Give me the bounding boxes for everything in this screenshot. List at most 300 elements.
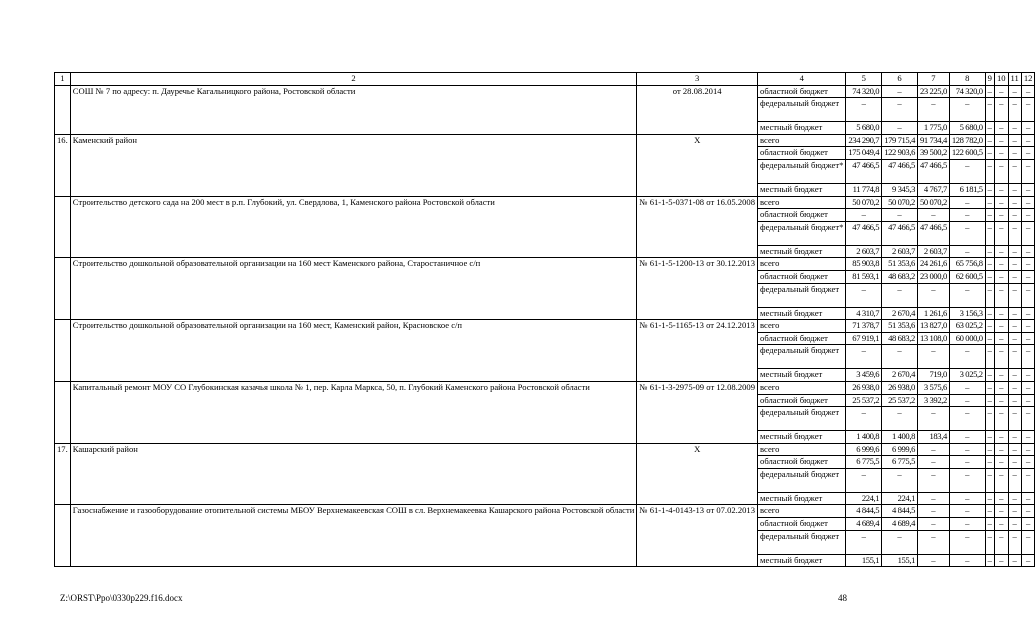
document-number-cell: Х — [637, 134, 758, 196]
amount-cell: 1 400,8 — [846, 431, 882, 444]
amount-cell: – — [994, 85, 1008, 98]
amount-cell: 719,0 — [917, 369, 949, 382]
amount-cell: – — [949, 159, 985, 183]
amount-cell: 122 903,6 — [882, 147, 918, 160]
amount-cell: – — [1021, 122, 1035, 135]
amount-cell: – — [882, 209, 918, 222]
row-number-cell — [55, 505, 71, 567]
amount-cell: – — [994, 468, 1008, 492]
object-name-cell: Строительство детского сада на 200 мест в р.п. Глубокий, ул. Свердлова, 1, Каменского района Ростовской области — [70, 196, 637, 258]
amount-cell: 2 603,7 — [882, 245, 918, 258]
amount-cell: – — [994, 554, 1008, 567]
amount-cell: – — [949, 407, 985, 431]
amount-cell: – — [994, 209, 1008, 222]
object-name-cell: Капитальный ремонт МОУ СО Глубокинская казачья школа № 1, пер. Карла Маркса, 50, п. Глубокий Каменского района Ростовской области — [70, 381, 637, 443]
amount-cell: – — [1008, 530, 1021, 554]
amount-cell: 65 756,8 — [949, 258, 985, 271]
funding-source-cell: местный бюджет — [758, 431, 846, 444]
amount-cell: 60 000,0 — [949, 332, 985, 345]
amount-cell: 11 774,8 — [846, 183, 882, 196]
amount-cell: – — [1008, 258, 1021, 271]
amount-cell: – — [1021, 554, 1035, 567]
amount-cell: – — [917, 283, 949, 307]
amount-cell: 50 070,2 — [917, 196, 949, 209]
document-number-cell: от 28.08.2014 — [637, 85, 758, 134]
amount-cell: 23 225,0 — [917, 85, 949, 98]
amount-cell: – — [985, 443, 994, 456]
document-number-cell: № 61-1-3-2975-09 от 12.08.2009 — [637, 381, 758, 443]
amount-cell: – — [1021, 394, 1035, 407]
column-number-cell: 11 — [1008, 73, 1021, 86]
funding-source-cell: областной бюджет — [758, 456, 846, 469]
amount-cell: – — [985, 554, 994, 567]
funding-source-cell: местный бюджет — [758, 492, 846, 505]
amount-cell: – — [994, 258, 1008, 271]
amount-cell: – — [1008, 518, 1021, 531]
amount-cell: – — [846, 407, 882, 431]
amount-cell: – — [994, 134, 1008, 147]
amount-cell: 47 466,5 — [846, 221, 882, 245]
amount-cell: – — [985, 505, 994, 518]
amount-cell: – — [1021, 407, 1035, 431]
column-number-cell: 1 — [55, 73, 71, 86]
amount-cell: – — [994, 443, 1008, 456]
amount-cell: 155,1 — [882, 554, 918, 567]
budget-table — [54, 72, 1035, 567]
amount-cell: – — [1008, 159, 1021, 183]
amount-cell: – — [985, 431, 994, 444]
document-number-cell: № 61-1-4-0143-13 от 07.02.2013 — [637, 505, 758, 567]
amount-cell: – — [1021, 159, 1035, 183]
amount-cell: – — [1008, 270, 1021, 283]
amount-cell: – — [949, 221, 985, 245]
amount-cell: 71 378,7 — [846, 320, 882, 333]
amount-cell: 13 108,0 — [917, 332, 949, 345]
row-number-cell — [55, 381, 71, 443]
object-name-cell: СОШ № 7 по адресу: п. Дауречье Кагальницкого района, Ростовской области — [70, 85, 637, 134]
amount-cell: – — [949, 492, 985, 505]
amount-cell: 81 593,1 — [846, 270, 882, 283]
amount-cell: – — [985, 381, 994, 394]
column-number-cell: 6 — [882, 73, 918, 86]
amount-cell: – — [1021, 270, 1035, 283]
funding-source-cell: федеральный бюджет — [758, 530, 846, 554]
amount-cell: – — [985, 134, 994, 147]
amount-cell: – — [846, 98, 882, 122]
amount-cell: – — [985, 221, 994, 245]
amount-cell: 62 600,5 — [949, 270, 985, 283]
amount-cell: 51 353,6 — [882, 320, 918, 333]
amount-cell: 5 680,0 — [949, 122, 985, 135]
amount-cell: – — [994, 369, 1008, 382]
amount-cell: – — [1021, 258, 1035, 271]
amount-cell: – — [846, 209, 882, 222]
amount-cell: – — [994, 505, 1008, 518]
amount-cell: – — [1008, 98, 1021, 122]
amount-cell: – — [985, 122, 994, 135]
amount-cell: 48 683,2 — [882, 270, 918, 283]
amount-cell: – — [1008, 554, 1021, 567]
amount-cell: – — [994, 196, 1008, 209]
amount-cell: – — [917, 530, 949, 554]
amount-cell: – — [1008, 221, 1021, 245]
amount-cell: 4 844,5 — [882, 505, 918, 518]
funding-source-cell: федеральный бюджет — [758, 283, 846, 307]
amount-cell: – — [1021, 283, 1035, 307]
amount-cell: – — [1008, 134, 1021, 147]
row-number-cell — [55, 85, 71, 134]
amount-cell: – — [917, 456, 949, 469]
amount-cell: – — [1008, 407, 1021, 431]
amount-cell: – — [994, 518, 1008, 531]
amount-cell: – — [985, 283, 994, 307]
amount-cell: – — [949, 431, 985, 444]
amount-cell: 155,1 — [846, 554, 882, 567]
table-row — [55, 381, 1035, 394]
amount-cell: – — [1021, 369, 1035, 382]
amount-cell: – — [917, 98, 949, 122]
column-number-cell: 2 — [70, 73, 637, 86]
amount-cell: – — [994, 332, 1008, 345]
amount-cell: – — [917, 492, 949, 505]
amount-cell: 3 459,6 — [846, 369, 882, 382]
column-number-cell: 7 — [917, 73, 949, 86]
object-name-cell: Газоснабжение и газооборудование отопительной системы МБОУ Верхнемакеевская СОШ в сл. Верхнемакеевка Кашарского района Ростовской области — [70, 505, 637, 567]
amount-cell: – — [949, 98, 985, 122]
funding-source-cell: всего — [758, 320, 846, 333]
amount-cell: – — [1021, 183, 1035, 196]
funding-source-cell: всего — [758, 196, 846, 209]
object-name-cell: Строительство дошкольной образовательной организации на 160 мест Каменского района, Старостаничное с/п — [70, 258, 637, 320]
amount-cell: – — [1021, 518, 1035, 531]
column-number-cell: 8 — [949, 73, 985, 86]
amount-cell: – — [917, 443, 949, 456]
amount-cell: 1 775,0 — [917, 122, 949, 135]
amount-cell: – — [882, 98, 918, 122]
funding-source-cell: местный бюджет — [758, 183, 846, 196]
amount-cell: – — [985, 468, 994, 492]
amount-cell: – — [1008, 307, 1021, 320]
amount-cell: – — [917, 407, 949, 431]
amount-cell: 4 310,7 — [846, 307, 882, 320]
amount-cell: 67 919,1 — [846, 332, 882, 345]
amount-cell: 4 689,4 — [882, 518, 918, 531]
row-number-cell: 17. — [55, 443, 71, 505]
amount-cell: – — [1008, 505, 1021, 518]
amount-cell: 224,1 — [882, 492, 918, 505]
column-number-cell: 9 — [985, 73, 994, 86]
amount-cell: 4 844,5 — [846, 505, 882, 518]
amount-cell: 3 025,2 — [949, 369, 985, 382]
document-number-cell: № 61-1-5-1200-13 от 30.12.2013 — [637, 258, 758, 320]
footer-page-number: 48 — [838, 593, 847, 603]
column-number-cell: 12 — [1021, 73, 1035, 86]
amount-cell: – — [1021, 85, 1035, 98]
row-number-cell — [55, 196, 71, 258]
amount-cell: – — [949, 394, 985, 407]
funding-source-cell: местный бюджет — [758, 307, 846, 320]
amount-cell: – — [1021, 147, 1035, 160]
amount-cell: – — [1008, 320, 1021, 333]
funding-source-cell: областной бюджет — [758, 147, 846, 160]
amount-cell: – — [846, 468, 882, 492]
amount-cell: – — [1008, 381, 1021, 394]
amount-cell: – — [949, 518, 985, 531]
row-number-cell — [55, 258, 71, 320]
amount-cell: – — [1021, 381, 1035, 394]
amount-cell: 47 466,5 — [917, 221, 949, 245]
amount-cell: 9 345,3 — [882, 183, 918, 196]
funding-source-cell: областной бюджет — [758, 332, 846, 345]
amount-cell: – — [994, 159, 1008, 183]
amount-cell: – — [917, 505, 949, 518]
funding-source-cell: областной бюджет — [758, 394, 846, 407]
amount-cell: – — [994, 456, 1008, 469]
amount-cell: – — [994, 270, 1008, 283]
funding-source-cell: федеральный бюджет* — [758, 159, 846, 183]
amount-cell: – — [882, 407, 918, 431]
amount-cell: – — [917, 518, 949, 531]
amount-cell: – — [1021, 98, 1035, 122]
amount-cell: – — [994, 345, 1008, 369]
amount-cell: – — [917, 554, 949, 567]
amount-cell: 26 938,0 — [846, 381, 882, 394]
amount-cell: – — [949, 456, 985, 469]
amount-cell: 6 775,5 — [846, 456, 882, 469]
amount-cell: – — [1008, 332, 1021, 345]
amount-cell: – — [994, 407, 1008, 431]
amount-cell: 47 466,5 — [917, 159, 949, 183]
amount-cell: – — [985, 345, 994, 369]
amount-cell: 2 603,7 — [917, 245, 949, 258]
amount-cell: – — [1008, 245, 1021, 258]
amount-cell: – — [1021, 320, 1035, 333]
amount-cell: 6 999,6 — [846, 443, 882, 456]
amount-cell: 63 025,2 — [949, 320, 985, 333]
amount-cell: 85 903,8 — [846, 258, 882, 271]
amount-cell: – — [994, 492, 1008, 505]
amount-cell: – — [1021, 221, 1035, 245]
amount-cell: 6 775,5 — [882, 456, 918, 469]
amount-cell: 3 156,3 — [949, 307, 985, 320]
funding-source-cell: федеральный бюджет — [758, 345, 846, 369]
amount-cell: – — [882, 283, 918, 307]
amount-cell: – — [949, 283, 985, 307]
funding-source-cell: федеральный бюджет — [758, 407, 846, 431]
amount-cell: – — [1021, 245, 1035, 258]
row-number-cell: 16. — [55, 134, 71, 196]
amount-cell: – — [1021, 468, 1035, 492]
amount-cell: 2 670,4 — [882, 369, 918, 382]
funding-source-cell: областной бюджет — [758, 209, 846, 222]
funding-source-cell: областной бюджет — [758, 85, 846, 98]
object-name-cell: Каменский район — [70, 134, 637, 196]
amount-cell: – — [917, 468, 949, 492]
amount-cell: 122 600,5 — [949, 147, 985, 160]
document-number-cell: № 61-1-5-1165-13 от 24.12.2013 — [637, 320, 758, 382]
amount-cell: – — [1008, 456, 1021, 469]
amount-cell: 4 689,4 — [846, 518, 882, 531]
amount-cell: – — [985, 332, 994, 345]
amount-cell: – — [1008, 394, 1021, 407]
amount-cell: 5 680,0 — [846, 122, 882, 135]
amount-cell: 47 466,5 — [882, 159, 918, 183]
amount-cell: – — [985, 307, 994, 320]
amount-cell: – — [882, 345, 918, 369]
amount-cell: – — [1008, 196, 1021, 209]
amount-cell: – — [985, 518, 994, 531]
amount-cell: – — [985, 183, 994, 196]
amount-cell: 175 049,4 — [846, 147, 882, 160]
amount-cell: – — [1008, 369, 1021, 382]
amount-cell: – — [985, 530, 994, 554]
amount-cell: 3 575,6 — [917, 381, 949, 394]
amount-cell: – — [949, 505, 985, 518]
amount-cell: – — [985, 85, 994, 98]
amount-cell: – — [1021, 443, 1035, 456]
amount-cell: – — [994, 245, 1008, 258]
amount-cell: – — [949, 196, 985, 209]
amount-cell: – — [1021, 196, 1035, 209]
amount-cell: 25 537,2 — [846, 394, 882, 407]
amount-cell: 13 827,0 — [917, 320, 949, 333]
amount-cell: – — [949, 468, 985, 492]
amount-cell: 234 290,7 — [846, 134, 882, 147]
amount-cell: 2 603,7 — [846, 245, 882, 258]
amount-cell: 1 400,8 — [882, 431, 918, 444]
amount-cell: – — [1021, 345, 1035, 369]
amount-cell: 128 782,0 — [949, 134, 985, 147]
amount-cell: 23 000,0 — [917, 270, 949, 283]
funding-source-cell: местный бюджет — [758, 554, 846, 567]
funding-source-cell: областной бюджет — [758, 518, 846, 531]
amount-cell: – — [949, 554, 985, 567]
amount-cell: – — [949, 381, 985, 394]
amount-cell: – — [985, 258, 994, 271]
table-row — [55, 196, 1035, 209]
table-row — [55, 320, 1035, 333]
document-page — [54, 72, 1035, 567]
amount-cell: – — [1008, 443, 1021, 456]
amount-cell: – — [994, 381, 1008, 394]
amount-cell: – — [994, 307, 1008, 320]
amount-cell: – — [994, 183, 1008, 196]
amount-cell: 1 261,6 — [917, 307, 949, 320]
amount-cell: 2 670,4 — [882, 307, 918, 320]
amount-cell: – — [994, 320, 1008, 333]
amount-cell: 47 466,5 — [846, 159, 882, 183]
table-row — [55, 134, 1035, 147]
amount-cell: 6 999,6 — [882, 443, 918, 456]
document-number-cell: № 61-1-5-0371-08 от 16.05.2008 — [637, 196, 758, 258]
object-name-cell: Кашарский район — [70, 443, 637, 505]
amount-cell: – — [1008, 468, 1021, 492]
amount-cell: – — [882, 468, 918, 492]
amount-cell: 39 500,2 — [917, 147, 949, 160]
amount-cell: 4 767,7 — [917, 183, 949, 196]
amount-cell: – — [1008, 209, 1021, 222]
amount-cell: – — [846, 345, 882, 369]
amount-cell: – — [985, 98, 994, 122]
amount-cell: – — [1008, 431, 1021, 444]
amount-cell: – — [949, 530, 985, 554]
amount-cell: – — [994, 431, 1008, 444]
amount-cell: – — [1021, 431, 1035, 444]
amount-cell: 26 938,0 — [882, 381, 918, 394]
column-number-cell: 4 — [758, 73, 846, 86]
row-number-cell — [55, 320, 71, 382]
amount-cell: – — [917, 209, 949, 222]
amount-cell: – — [1021, 307, 1035, 320]
amount-cell: 50 070,2 — [846, 196, 882, 209]
amount-cell: – — [985, 456, 994, 469]
amount-cell: – — [994, 394, 1008, 407]
amount-cell: – — [1021, 134, 1035, 147]
amount-cell: – — [1021, 332, 1035, 345]
funding-source-cell: всего — [758, 258, 846, 271]
amount-cell: – — [985, 492, 994, 505]
column-number-cell: 5 — [846, 73, 882, 86]
amount-cell: – — [994, 98, 1008, 122]
amount-cell: – — [917, 345, 949, 369]
table-row — [55, 443, 1035, 456]
amount-cell: 3 392,2 — [917, 394, 949, 407]
amount-cell: – — [882, 85, 918, 98]
amount-cell: – — [994, 283, 1008, 307]
funding-source-cell: всего — [758, 443, 846, 456]
funding-source-cell: всего — [758, 505, 846, 518]
column-number-cell: 3 — [637, 73, 758, 86]
amount-cell: – — [1008, 122, 1021, 135]
amount-cell: – — [1008, 492, 1021, 505]
funding-source-cell: федеральный бюджет — [758, 468, 846, 492]
amount-cell: – — [1021, 530, 1035, 554]
funding-source-cell: всего — [758, 381, 846, 394]
amount-cell: 74 320,0 — [949, 85, 985, 98]
funding-source-cell: федеральный бюджет — [758, 98, 846, 122]
funding-source-cell: местный бюджет — [758, 122, 846, 135]
amount-cell: – — [985, 196, 994, 209]
table-row — [55, 85, 1035, 98]
amount-cell: – — [1021, 209, 1035, 222]
amount-cell: – — [1008, 183, 1021, 196]
amount-cell: – — [994, 221, 1008, 245]
amount-cell: – — [985, 209, 994, 222]
object-name-cell: Строительство дошкольной образовательной организации на 160 мест, Каменский район, Красновское с/п — [70, 320, 637, 382]
amount-cell: – — [949, 345, 985, 369]
funding-source-cell: всего — [758, 134, 846, 147]
column-number-cell: 10 — [994, 73, 1008, 86]
amount-cell: – — [985, 320, 994, 333]
amount-cell: – — [985, 245, 994, 258]
amount-cell: 6 181,5 — [949, 183, 985, 196]
amount-cell: – — [985, 159, 994, 183]
amount-cell: – — [985, 394, 994, 407]
amount-cell: 224,1 — [846, 492, 882, 505]
funding-source-cell: местный бюджет — [758, 369, 846, 382]
amount-cell: – — [1008, 147, 1021, 160]
amount-cell: – — [985, 407, 994, 431]
table-row — [55, 258, 1035, 271]
amount-cell: – — [1021, 456, 1035, 469]
amount-cell: – — [985, 147, 994, 160]
amount-cell: 51 353,6 — [882, 258, 918, 271]
funding-source-cell: областной бюджет — [758, 270, 846, 283]
amount-cell: – — [994, 530, 1008, 554]
amount-cell: 183,4 — [917, 431, 949, 444]
amount-cell: – — [846, 283, 882, 307]
document-number-cell: Х — [637, 443, 758, 505]
